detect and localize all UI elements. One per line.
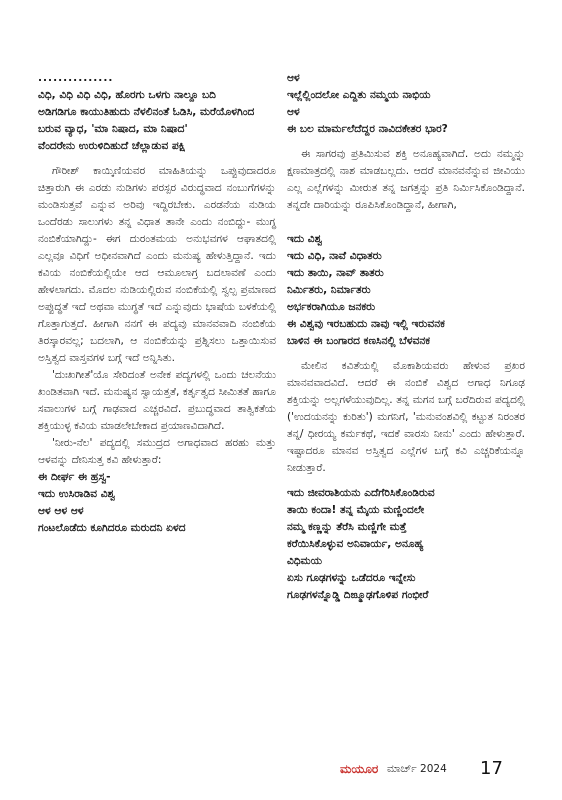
verse-line: ವಿಧಿ, ವಿಧಿ ವಿಧಿ ವಿಧಿ, ಹೊರಗು ಒಳಗು ನಾಲ್ದೂ ಬದಿ	[38, 89, 217, 101]
verse-line: ಅರ್ಭಕರಾಗಿಯೂ ಜನಕರು	[287, 301, 376, 313]
verse-line: ವೆಂದರೇನು ಉರುಳಿದಿಹುದೆ ಚೆಲ್ಲಾಡುವ ಪಕ್ಷಿ	[38, 140, 186, 152]
verse-line: ಏಸು ಗೂಢಗಳನ್ನು ಒಡೆದರೂ ಇನ್ನೇಸು	[287, 572, 416, 584]
page-footer	[0, 760, 562, 780]
verse-line: ಇದು ಜೀವರಾಶಿಯನು ಎದೆಗೆರಿಸಿಕೊಂಡಿರುವ	[287, 487, 435, 499]
body-paragraph: ಈ ಸಾಗರವು ಪ್ರತಿಮಿಸುವ ಶಕ್ತಿ ಅನೂಹ್ಯವಾಗಿದೆ. ಅದು ನಮ್ಮನ್ನು ಕ್ಷಣಮಾತ್ರದಲ್ಲಿ ನಾಶ ಮಾಡಬಲ್ಲದು. ಆದರೆ ಮಾನವನೆನ್ನುವ ಜೀವಿಯು ಎಲ್ಲ ಎಲ್ಲೆಗಳನ್ನು ಮೀರುತ ತನ್ನ ಜಗತ್ತನ್ನು ಪ್ರತಿ ನಿರ್ಮಿಸಿಕೊಂಡಿದ್ದಾನೆ. ತನ್ನದೇ ದಾರಿಯನ್ನು ರೂಪಿಸಿಕೊಂಡಿದ್ದಾನೆ, ಹೀಗಾಗಿ,	[287, 148, 525, 211]
body-paragraph: 'ನೀರು-ನೆಲ' ಪದ್ಯದಲ್ಲಿ ಸಮುದ್ರದ ಅಗಾಧವಾದ ಹರಹು ಮತ್ತು ಆಳವನ್ನು ದೇನಿಸುತ್ತ ಕವಿ ಹೇಳುತ್ತಾರೆ:	[38, 437, 276, 466]
verse-line: ಇಲ್ಲೆಲ್ಲಿಂದಲೋ ಎದ್ದಿತು ನಮ್ಮಯ ನಾಭಿಯ	[287, 89, 431, 101]
verse-line: ಇದು ವಿಧಿ, ನಾವೆ ವಿಧಾತರು	[287, 250, 382, 262]
verse-line: ಕರೆಯಿಸಿಕೊಳ್ಳುವ ಅನಿವಾರ್ಯ, ಅನೂಹ್ಯ	[287, 538, 424, 550]
verse-line: ಆಳ	[287, 72, 300, 84]
section-separator-dots: ...............	[38, 72, 114, 84]
body-paragraph: ಮೇಲಿನ ಕವಿತೆಯಲ್ಲಿ ಮೊಕಾಶಿಯವರು ಹೇಳುವ ಪ್ರಖರ ಮಾನವವಾದವಿದೆ. ಆದರೆ ಈ ನಂಬಿಕೆ ವಿಶ್ವದ ಅಗಾಧ ನಿಗೂಢ ಶಕ್ತಿಯನ್ನು ಅಲ್ಲಗಳೆಯುವುದಿಲ್ಲ. ತನ್ನ ಮಗನ ಬಗ್ಗೆ ಬರೆದಿರುವ ಪದ್ಯದಲ್ಲಿ ('ಉದಯನನ್ನು ಕುರಿತು') ಮಗನಿಗೆ, 'ಮನುವಂಶವಿಲ್ಲಿ ಕಟ್ಟುತ ನಿರಂತರ ತನ್ನ/ ಧೀರಯ್ಯ ಕರ್ಮಕಥೆ, ಇದಕೆ ವಾರಸು ನೀನು' ಎಂದು ಹೇಳುತ್ತಾರೆ. ಇಷ್ಟಾದರೂ ಮಾನವ ಅಸ್ತಿತ್ವದ ಎಲ್ಲೆಗಳ ಬಗ್ಗೆ ಕವಿ ಎಚ್ಚರಿಕೆಯನ್ನೂ ನೀಡುತ್ತಾರೆ.	[287, 360, 525, 474]
verse-line: ಇದು ತಾಯಿ, ನಾವ್ ತಾತರು	[287, 267, 384, 279]
page-number: 17	[480, 758, 503, 779]
verse-line: ಈ ದೀರ್ಘ ಈ ಹ್ರಸ್ವ-	[38, 471, 111, 483]
body-paragraph: 'ದುಃಖಗೀತೆ'ಯೊ ಸೇರಿದಂತೆ ಅನೇಕ ಪದ್ಯಗಳಲ್ಲಿ ಒಂದು ಚಲನೆಯು ಖಂಡಿತವಾಗಿ ಇದೆ. ಮನುಷ್ಯನ ಸ್ವಾಯತ್ತತೆ, ಕರ್ತೃತ್ವದ ಸೀಮಿತತೆ ಹಾಗೂ ಸವಾಲುಗಳ ಬಗ್ಗೆ ಗಾಢವಾದ ಎಚ್ಚರವಿದೆ. ಪ್ರಬುದ್ಧವಾದ ತಾತ್ವಿಕತೆಯ ಶಕ್ತಿಯುಳ್ಳ ಕವಿಯ ಮಾಡಲೇಬೇಕಾದ ಪ್ರಯಾಣವಿದಾಗಿದೆ.	[38, 369, 276, 432]
verse-line: ಇದು ಉಸಿರಾಡಿವ ವಿಶ್ವ	[38, 488, 116, 500]
magazine-logo: ಮಯೂರ	[340, 762, 379, 776]
verse-line: ಆಳ ಆಳ ಆಳ	[38, 505, 84, 517]
verse-line: ಈ ವಿಶ್ವವು ಇರಬಹುದು ನಾವು ಇಲ್ಲಿ ಇರುವನಕ	[287, 318, 445, 330]
verse-line: ನಿರ್ಮಿತರು, ನಿರ್ಮಾತರು	[287, 284, 371, 296]
verse-line: ತಾಯಿ ಕಂದಾ! ತನ್ನ ಮೈಯ ಮಣ್ಣಿಂದಲೇ	[287, 504, 425, 516]
verse-line: ಗಂಟಲೊಡೆದು ಕೂಗಿದರೂ ಮರುದನಿ ಏಳದ	[38, 522, 186, 534]
verse-line: ವಿಧಿಮಯ	[287, 555, 323, 567]
verse-line: ಆಳ	[287, 106, 300, 118]
verse-line: ಗೂಢಗಳನ್ನೊಡ್ಡಿ ದಿಙ್ಮೂಢಗೊಳಿಪ ಗಂಭೀರೆ	[287, 589, 429, 601]
issue-date: ಮಾರ್ಚ್ 2024	[387, 763, 447, 775]
verse-line: ಈ ಬಲ ಮಾರ್ಮಲೆದೆದ್ದರ ನಾವಿದಕೇತರ ಭಾರ?	[287, 123, 448, 135]
left-column	[38, 70, 276, 537]
right-column	[287, 70, 525, 604]
verse-line: ಅಡಿಗಡಿಗೂ ಕಾಯುತಿಹುದು ನೆಳಲಿನಂತೆ ಓಡಿಸಿ, ಮರೆಯೊಳಗಿಂದ ಬರುವ ವ್ಯಾಧ, 'ಮಾ ನಿಷಾದ, ಮಾ ನಿಷಾದ'	[38, 106, 255, 135]
verse-line: ಬಾಳಿನ ಈ ಬಂಗಾರದ ಕಣಸಿನಲ್ಲಿ ಬೆಳವನಕ	[287, 335, 431, 347]
verse-line: ಇದು ವಿಶ್ವ	[287, 233, 323, 245]
verse-line: ನಮ್ಮ ಕಣ್ಣನ್ನು ತೆರೆಸಿ ಮಣ್ಣಿಗೇ ಮತ್ತೆ	[287, 521, 407, 533]
body-paragraph: ಗೌರೀಶ್ ಕಾಯ್ಕಿಣಿಯವರ ಮಾಹಿತಿಯನ್ನು ಒಪ್ಪುವುದಾದರೂ ಚಿತ್ತಾರುಗಿ ಈ ಎರಡು ನುಡಿಗಳು ಪರಸ್ಪರ ವಿರುದ್ಧವಾದ ನಂಬುಗೆಗಳನ್ನು ಮಂಡಿಸುತ್ತವೆ ಎನ್ನುವ ಅರಿವು ಇದ್ದಿರಬೇಕು. ಎರಡನೆಯ ನುಡಿಯ ಒಂದೆರಡು ಸಾಲುಗಳು ತನ್ನ ವಿಧಾತ ತಾನೇ ಎಂದು ನಂಬಿದ್ದು- ಮುಗ್ಧ ನಂಬಿಕೆಯಾಗಿದ್ದು- ಈಗ ದುರಂತಮಯ ಅನುಭವಗಳ ಆಘಾತದಲ್ಲಿ ಎಲ್ಲವೂ ವಿಧಿಗೆ ಅಧೀನವಾಗಿದೆ ಎಂದು ಮನುಷ್ಯ ಹೇಳುತ್ತಿದ್ದಾನೆ. ಇದು ಕವಿಯ ನಂಬಿಕೆಯಲ್ಲಿಯೇ ಆದ ಆಮೂಲಾಗ್ರ ಬದಲಾವಣೆ ಎಂದು ಹೇಳಲಾಗದು. ಮೊದಲ ನುಡಿಯಲ್ಲಿರುವ ನಂಬಿಕೆಯಲ್ಲಿ ಸ್ವಲ್ಪ ಪ್ರಮಾಣದ ಅಪ್ಪುದ್ಧತೆ ಇದೆ ಅಥವಾ ಮುಗ್ಧತೆ ಇದೆ ಎನ್ನುವುದು ಭಾಷೆಯ ಬಳಕೆಯಲ್ಲಿ ಗೊತ್ತಾಗುತ್ತದೆ. ಹೀಗಾಗಿ ನನಗೆ ಈ ಪದ್ಯವು ಮಾನವವಾದಿ ನಂಬಿಕೆಯ ತಿರಸ್ಕಾರವಲ್ಲ; ಬದಲಾಗಿ, ಆ ನಂಬಿಕೆಯನ್ನು ಪ್ರಶ್ನಿಸಲು ಒತ್ತಾಯಿಸುವ ಅಸ್ತಿತ್ವದ ವಾಸ್ತವಗಳ ಬಗ್ಗೆ ಇದೆ ಅನ್ನಿಸಿತು.	[38, 165, 276, 364]
